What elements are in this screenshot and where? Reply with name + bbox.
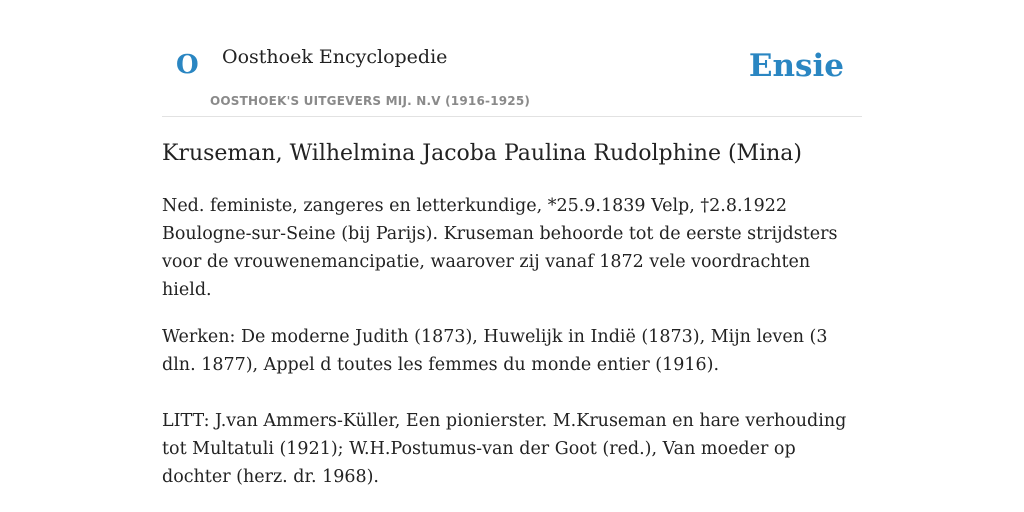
- site-title[interactable]: Oosthoek Encyclopedie: [222, 46, 448, 68]
- site-header: [162, 0, 862, 117]
- logo-icon[interactable]: O: [176, 50, 199, 80]
- entry-title: Kruseman, Wilhelmina Jacoba Paulina Rudolphine (Mina): [162, 141, 802, 166]
- entry-content: [162, 138, 862, 491]
- entry-paragraph-literature: LITT: J.van Ammers-Küller, Een pionierster. M.Kruseman en hare verhouding tot Multatuli (1921); W.H.Postumus-van der Goot (red.), Van moeder op dochter (herz. dr. 1968).: [162, 411, 847, 487]
- entry-paragraph-description: Ned. feministe, zangeres en letterkundige, *25.9.1839 Velp, †2.8.1922 Boulogne-sur-Seine (bij Parijs). Kruseman behoorde tot de eerste strijdsters voor de vrouwenemancipatie, waarover zij vanaf 1872 vele voordrachten hield.: [162, 196, 838, 300]
- publisher-label: OOSTHOEK'S UITGEVERS MIJ. N.V (1916-1925): [210, 94, 531, 108]
- entry-paragraph-works: Werken: De moderne Judith (1873), Huwelijk in Indië (1873), Mijn leven (3 dln. 1877), Appel d toutes les femmes du monde entier (1916).: [162, 327, 828, 375]
- brand-logo[interactable]: Ensie: [748, 48, 844, 84]
